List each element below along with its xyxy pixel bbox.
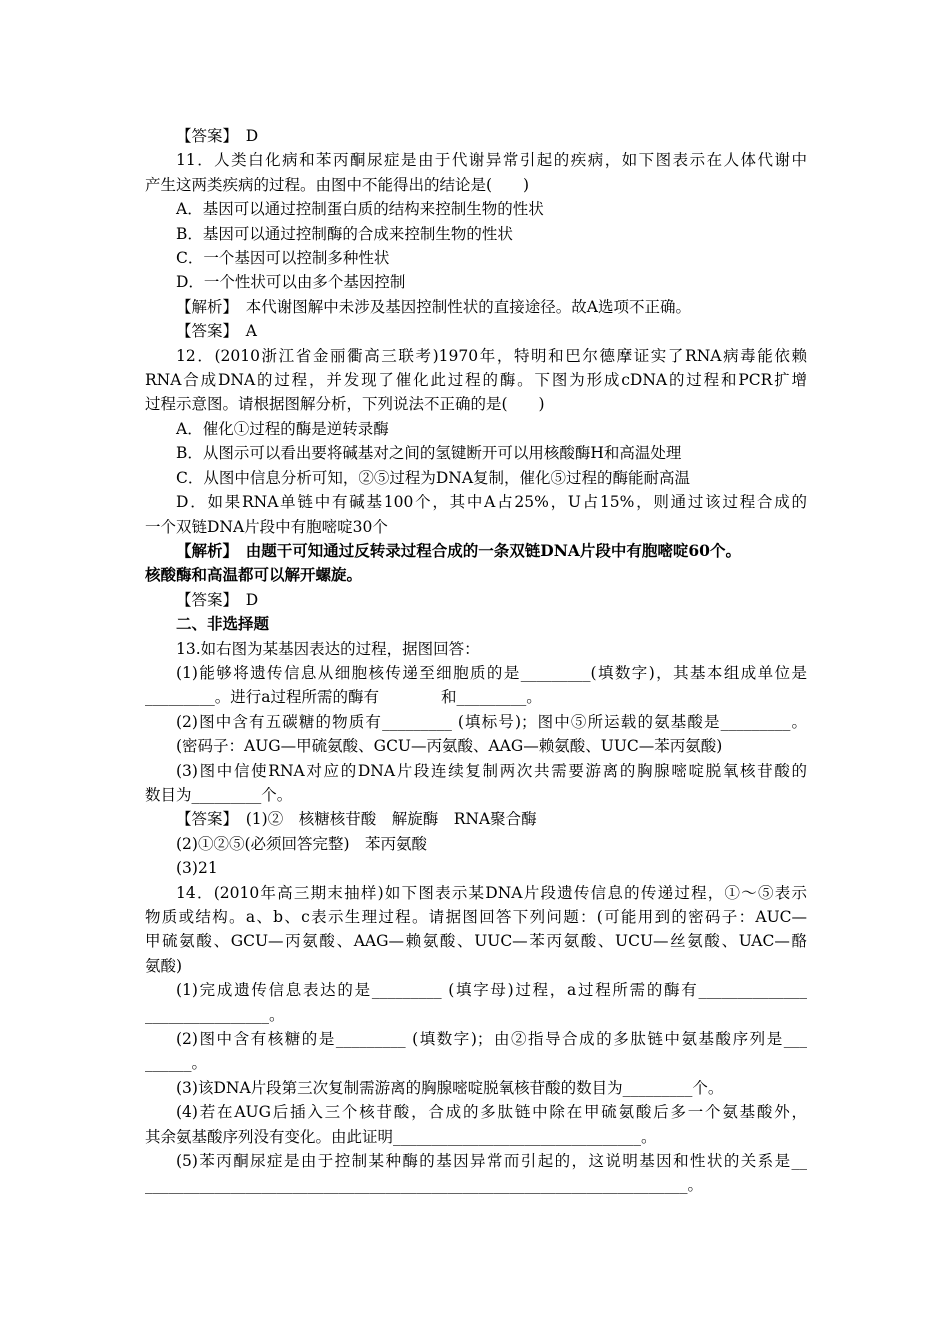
text-line: 13.如右图为某基因表达的过程，据图回答： [176, 639, 480, 658]
text-line: A．基因可以通过控制蛋白质的结构来控制生物的性状 [176, 200, 544, 219]
text-line: (密码子：AUG—甲硫氨酸、GCU—丙氨酸、AAG—赖氨酸、UUC—苯丙氨酸) [176, 737, 723, 756]
text-line: (2)图中含有核糖的是_________ (填数字)；由②指导合成的多肽链中氨基酸序列是___ [176, 1030, 807, 1049]
text-line: ________________。 [145, 1005, 285, 1024]
text-line: 甲硫氨酸、GCU—丙氨酸、AAG—赖氨酸、UUC—苯丙氨酸、UCU—丝氨酸、UAC—酪 [145, 932, 807, 951]
text-line: B．从图示可以看出要将碱基对之间的氢键断开可以用核酸酶H和高温处理 [176, 444, 682, 463]
text-line: C．从图中信息分析可知，②⑤过程为DNA复制，催化⑤过程的酶能耐高温 [176, 468, 691, 487]
text-line: 12．(2010浙江省金丽衢高三联考)1970年，特明和巴尔德摩证实了RNA病毒能依赖 [176, 346, 807, 365]
text-line: ______________________________________________________________________。 [145, 1176, 704, 1195]
text-line: D．如果RNA单链中有碱基100个，其中A占25%，U占15%，则通过该过程合成的 [176, 493, 807, 512]
text-line: _________。进行a过程所需的酶有 和_________。 [145, 688, 542, 707]
text-line: 物质或结构。a、b、c表示生理过程。请据图回答下列问题：(可能用到的密码子：AUC— [145, 908, 807, 926]
text-line: 【答案】 D [176, 590, 259, 609]
text-line: (5)苯丙酮尿症是由于控制某种酶的基因异常而引起的，这说明基因和性状的关系是__ [176, 1152, 807, 1171]
text-line: 氨酸) [145, 956, 183, 975]
text-line: D．一个性状可以由多个基因控制 [176, 273, 406, 292]
text-line: 【答案】 D [176, 127, 259, 145]
text-line: (1)完成遗传信息表达的是_________ (填字母)过程，a过程所需的酶有______________ [176, 981, 807, 1000]
text-line: A．催化①过程的酶是逆转录酶 [176, 419, 389, 438]
text-line: 产生这两类疾病的过程。由图中不能得出的结论是( ) [145, 175, 530, 194]
text-line: 【解析】 本代谢图解中未涉及基因控制性状的直接途径。故A选项不正确。 [176, 297, 691, 316]
text-line: (3)该DNA片段第三次复制需游离的胸腺嘧啶脱氧核苷酸的数目为_________个。 [176, 1078, 724, 1097]
text-line: RNA合成DNA的过程，并发现了催化此过程的酶。下图为形成cDNA的过程和PCR扩增 [145, 371, 807, 390]
text-line: (1)能够将遗传信息从细胞核传递至细胞质的是_________(填数字)，其基本组成单位是 [176, 663, 807, 682]
text-line: (2)①②⑤(必须回答完整) 苯丙氨酸 [176, 834, 428, 853]
text-line: 【解析】 由题干可知通过反转录过程合成的一条双链DNA片段中有胞嘧啶60个。 [176, 540, 741, 560]
text-line: 数目为_________个。 [145, 785, 293, 804]
text-line: (3)21 [176, 859, 218, 878]
text-line: C．一个基因可以控制多种性状 [176, 249, 390, 268]
text-line: 一个双链DNA片段中有胞嘧啶30个 [145, 517, 388, 536]
text-line: (2)图中含有五碳糖的物质有_________ (填标号)；图中⑤所运载的氨基酸是_________。 [176, 712, 807, 731]
text-line: B．基因可以通过控制酶的合成来控制生物的性状 [176, 224, 513, 243]
text-line: 其余氨基酸序列没有变化。由此证明________________________________。 [145, 1127, 657, 1146]
text-line: 过程示意图。请根据图解分析，下列说法不正确的是( ) [145, 395, 545, 414]
text-line: 二、非选择题 [176, 614, 270, 634]
text-line: 11．人类白化病和苯丙酮尿症是由于代谢异常引起的疾病，如下图表示在人体代谢中 [176, 151, 807, 170]
document-page [145, 124, 807, 1198]
text-line: 【答案】 A [176, 322, 257, 341]
text-line: 【答案】 (1)② 核糖核苷酸 解旋酶 RNA聚合酶 [176, 810, 537, 829]
text-line: 核酸酶和高温都可以解开螺旋。 [145, 565, 363, 585]
text-line: ______。 [145, 1054, 208, 1073]
text-line: 14．(2010年高三期末抽样)如下图表示某DNA片段遗传信息的传递过程，①～⑤表示 [176, 883, 807, 902]
text-line: (3)图中信使RNA对应的DNA片段连续复制两次共需要游离的胸腺嘧啶脱氧核苷酸的 [176, 761, 807, 780]
text-line: (4)若在AUG后插入三个核苷酸，合成的多肽链中除在甲硫氨酸后多一个氨基酸外， [176, 1103, 807, 1122]
